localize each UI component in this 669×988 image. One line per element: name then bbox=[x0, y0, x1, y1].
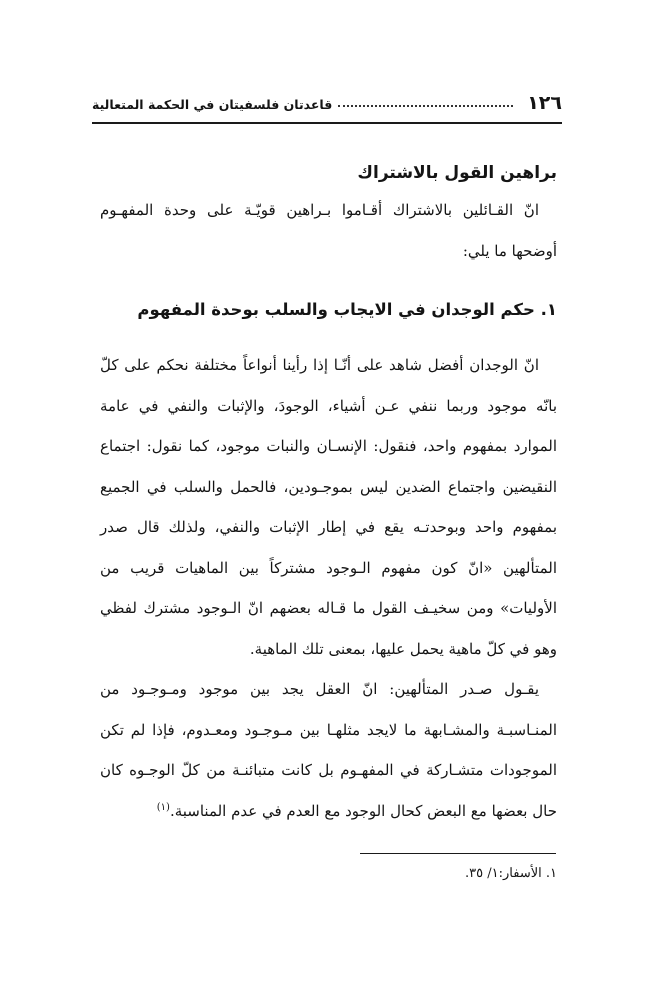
footnote-rule bbox=[360, 853, 556, 854]
body-paragraph-1: انّ الوجدان أفضل شاهد على أنّـا إذا رأينا أنواعاً مختلفة نحكم على كلّ بانّه موجود وربما ننفي عـن أشياء، الوجودَ، والإثبات والنفي في عامة الموارد بمفهوم واحد، فنقول: الإنسـان والنبات موجود، كما نقول: اجتماع النقيضين واجتماع الضدين ليس بموجـودين، فالحمل والسلب في الجميع بمفهوم واحد وبوحدتـه يقع في إطار الإثبات والنفي، ولذلك قال صدر المتألهين «انّ كون مفهوم الـوجود مشتركاً بين الماهيات قريب من الأوليات» ومن سخيـف القول ما قـاله بعضهم انّ الـوجود مشترك لفظي وهو في كلّ ماهية يحمل عليها، بمعنى تلك الماهية. bbox=[100, 356, 557, 658]
body-paragraph-2 bbox=[100, 669, 557, 831]
subsection-heading: ١. حكم الوجدان في الايجاب والسلب بوحدة المفهوم bbox=[137, 300, 557, 319]
page-number: ١٢٦ bbox=[527, 92, 562, 114]
header-rule bbox=[92, 122, 562, 124]
footnote: ١. الأسفار:١/ ٣٥. bbox=[465, 866, 557, 881]
running-title: قاعدتان فلسفيتان في الحكمة المتعالية bbox=[92, 97, 333, 112]
section-heading: براهين القول بالاشتراك bbox=[357, 163, 557, 183]
footnote-marker: (١) bbox=[156, 801, 170, 813]
body-paragraph-2-text: يقـول صـدر المتألهين: انّ العقل يجد بين موجود ومـوجـود من المنـاسبـة والمشـابهة ما لايجد مثلهـا بين مـوجـود ومعـدوم، فإذا لم تكن الموجودات متشـاركة في المفهـوم بل كانت متبائنـة من كلّ الوجـوه كان حال بعضها مع البعض كحال الوجود مع العدم في عدم المناسبة. bbox=[100, 680, 557, 820]
header-dot-leader bbox=[338, 104, 513, 107]
intro-paragraph: انّ القـائلين بالاشتراك أقـاموا بـراهين قويّـة على وحدة المفهـوم أوضحها ما يلي: bbox=[100, 201, 557, 260]
running-header bbox=[92, 88, 562, 114]
page-body bbox=[100, 156, 557, 831]
